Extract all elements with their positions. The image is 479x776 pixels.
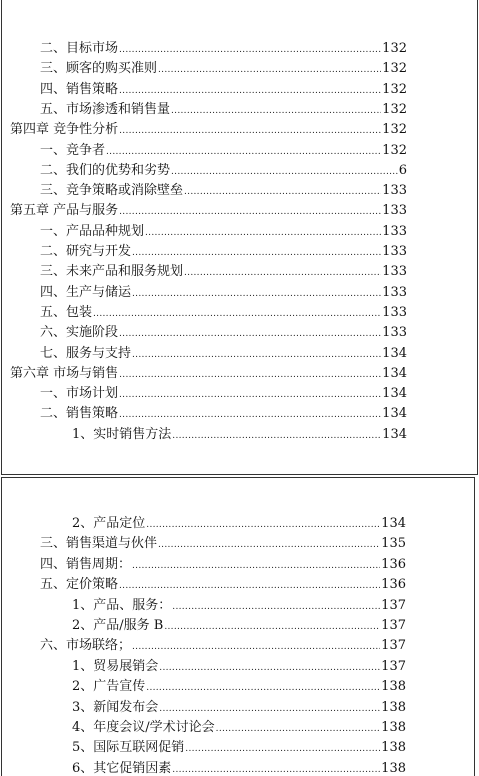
toc-page-number: 6 bbox=[398, 162, 407, 178]
toc-entry-label: 1、产品、服务： bbox=[72, 597, 172, 613]
toc-entry-label: 二、我们的优势和劣势 bbox=[40, 162, 171, 178]
toc-entry-label: 3、新闻发布会 bbox=[72, 699, 159, 715]
toc-leader-dots bbox=[132, 641, 380, 653]
toc-entry-label: 一、市场计划 bbox=[40, 386, 119, 402]
toc-leader-dots bbox=[172, 430, 381, 442]
toc-page-number: 137 bbox=[381, 597, 406, 613]
toc-page-number: 136 bbox=[381, 556, 406, 572]
toc-page-number: 133 bbox=[382, 183, 407, 199]
toc-leader-dots bbox=[184, 267, 381, 279]
toc-page-number: 133 bbox=[382, 325, 407, 341]
toc-leader-dots bbox=[172, 764, 380, 776]
toc-entry[interactable] bbox=[40, 97, 407, 117]
toc-leader-dots bbox=[93, 308, 381, 320]
toc-page-number: 132 bbox=[382, 61, 407, 77]
toc-entry[interactable] bbox=[40, 572, 406, 592]
toc-entry-label: 第四章 竞争性分析 bbox=[10, 122, 119, 138]
toc-page-number: 137 bbox=[381, 618, 406, 633]
toc-leader-dots bbox=[146, 682, 380, 694]
toc-entry-label: 4、年度会议/学术讨论会 bbox=[72, 720, 215, 735]
toc-leader-dots bbox=[159, 662, 380, 674]
toc-entry-label: 第六章 市场与销售 bbox=[10, 365, 119, 381]
toc-entry[interactable] bbox=[40, 259, 407, 279]
toc-leader-dots bbox=[119, 328, 381, 340]
toc-page-number: 136 bbox=[381, 577, 406, 593]
toc-entry[interactable] bbox=[72, 695, 406, 715]
toc-entry[interactable] bbox=[40, 280, 407, 300]
toc-entry-label: 2、产品定位 bbox=[72, 516, 146, 531]
toc-entry[interactable] bbox=[10, 361, 407, 381]
toc-page-number: 133 bbox=[382, 203, 407, 219]
toc-entry-label: 三、顾客的购买准则 bbox=[40, 61, 158, 77]
toc-page-number: 132 bbox=[382, 81, 407, 97]
toc-page-number: 133 bbox=[382, 244, 407, 259]
toc-leader-dots bbox=[158, 539, 380, 551]
toc-page-number: 134 bbox=[382, 406, 407, 422]
toc-page-number: 133 bbox=[382, 284, 407, 300]
toc-entry[interactable] bbox=[40, 381, 407, 401]
toc-page-number: 138 bbox=[381, 679, 406, 695]
toc-leader-dots bbox=[146, 519, 380, 531]
toc-entry-label: 三、销售渠道与伙伴 bbox=[40, 536, 158, 552]
toc-leader-dots bbox=[119, 85, 381, 97]
toc-entry[interactable] bbox=[40, 77, 407, 97]
toc-entry-label: 一、产品品种规划 bbox=[40, 223, 145, 239]
toc-page-number: 132 bbox=[382, 142, 407, 158]
toc-leader-dots bbox=[145, 227, 381, 239]
toc-entry-label: 2、广告宣传 bbox=[72, 679, 146, 695]
toc-leader-dots bbox=[119, 125, 381, 137]
toc-page-number: 133 bbox=[382, 264, 407, 280]
toc-entry[interactable] bbox=[40, 239, 407, 259]
toc-entry[interactable] bbox=[72, 756, 406, 776]
toc-entry-label: 六、实施阶段 bbox=[40, 325, 119, 341]
toc-leader-dots bbox=[164, 621, 380, 633]
toc-leader-dots bbox=[132, 247, 381, 259]
toc-entry[interactable] bbox=[40, 320, 407, 340]
toc-page-number: 138 bbox=[381, 720, 406, 735]
toc-entry[interactable] bbox=[72, 715, 406, 735]
toc-entry-label: 2、产品/服务 B bbox=[72, 618, 164, 633]
toc-entry[interactable] bbox=[40, 401, 407, 421]
toc-entry-label: 二、目标市场 bbox=[40, 41, 119, 56]
toc-entry[interactable] bbox=[40, 341, 407, 361]
toc-entry-label: 一、竞争者 bbox=[40, 142, 106, 158]
toc-page-number: 134 bbox=[381, 516, 406, 531]
toc-leader-dots bbox=[132, 560, 380, 572]
toc-page-number: 132 bbox=[382, 101, 407, 117]
toc-entry-label: 6、其它促销因素 bbox=[72, 760, 172, 776]
toc-entry-label: 五、市场渗透和销售量 bbox=[40, 101, 171, 117]
toc-entry[interactable] bbox=[40, 178, 407, 198]
toc-entry-label: 四、销售周期： bbox=[40, 556, 132, 572]
toc-leader-dots bbox=[171, 105, 381, 117]
toc-entry-label: 二、研究与开发 bbox=[40, 244, 132, 259]
toc-entry-label: 五、包装 bbox=[40, 304, 93, 320]
toc-entry[interactable] bbox=[72, 735, 406, 755]
toc-entry[interactable] bbox=[40, 552, 406, 572]
toc-entry[interactable] bbox=[72, 613, 406, 633]
toc-leader-dots bbox=[119, 409, 381, 421]
toc-page-number: 133 bbox=[382, 304, 407, 320]
toc-page-number: 134 bbox=[382, 426, 407, 442]
toc-entry[interactable] bbox=[40, 633, 406, 653]
toc-page-1 bbox=[1, 0, 478, 475]
toc-page-number: 137 bbox=[381, 658, 406, 674]
toc-entry[interactable] bbox=[72, 422, 407, 442]
toc-leader-dots bbox=[119, 206, 381, 218]
toc-leader-dots bbox=[172, 601, 380, 613]
toc-leader-dots bbox=[106, 146, 381, 158]
toc-leader-dots bbox=[159, 703, 380, 715]
toc-page-2 bbox=[1, 477, 475, 776]
toc-entry-label: 四、销售策略 bbox=[40, 81, 119, 97]
toc-entry[interactable] bbox=[40, 158, 407, 178]
toc-entry-label: 1、贸易展销会 bbox=[72, 658, 159, 674]
toc-leader-dots bbox=[132, 349, 381, 361]
toc-page-number: 137 bbox=[381, 638, 406, 654]
toc-leader-dots bbox=[185, 743, 380, 755]
toc-entry-label: 二、销售策略 bbox=[40, 406, 119, 422]
toc-leader-dots bbox=[119, 369, 381, 381]
toc-entry[interactable] bbox=[40, 138, 407, 158]
toc-page-number: 134 bbox=[382, 365, 407, 381]
toc-page-number: 135 bbox=[381, 536, 406, 552]
toc-entry-label: 四、生产与储运 bbox=[40, 284, 132, 300]
toc-entry[interactable] bbox=[72, 674, 406, 694]
toc-page-number: 132 bbox=[382, 41, 407, 56]
toc-entry-label: 三、竞争策略或消除壁垒 bbox=[40, 183, 184, 199]
toc-entry-label: 五、定价策略 bbox=[40, 577, 119, 593]
toc-entry[interactable] bbox=[40, 531, 406, 551]
toc-entry-label: 5、国际互联网促销 bbox=[72, 740, 185, 756]
toc-leader-dots bbox=[171, 166, 398, 178]
toc-entry[interactable] bbox=[72, 511, 406, 531]
toc-entry-label: 1、实时销售方法 bbox=[72, 426, 172, 442]
toc-leader-dots bbox=[158, 64, 381, 76]
toc-entry[interactable] bbox=[10, 117, 407, 137]
toc-leader-dots bbox=[132, 288, 381, 300]
toc-entry[interactable] bbox=[10, 198, 407, 218]
toc-entry[interactable] bbox=[72, 593, 406, 613]
toc-leader-dots bbox=[119, 389, 381, 401]
toc-entry[interactable] bbox=[40, 300, 407, 320]
toc-entry[interactable] bbox=[40, 219, 407, 239]
toc-leader-dots bbox=[119, 44, 381, 56]
toc-leader-dots bbox=[216, 723, 381, 735]
toc-page-number: 138 bbox=[381, 699, 406, 715]
toc-page-number: 138 bbox=[381, 740, 406, 756]
toc-page-number: 138 bbox=[381, 760, 406, 776]
toc-leader-dots bbox=[119, 580, 380, 592]
toc-page-number: 132 bbox=[382, 122, 407, 138]
toc-entry[interactable] bbox=[40, 56, 407, 76]
toc-page-number: 134 bbox=[382, 386, 407, 402]
toc-entry[interactable] bbox=[72, 654, 406, 674]
toc-entry-label: 第五章 产品与服务 bbox=[10, 203, 119, 219]
toc-page-number: 134 bbox=[382, 345, 407, 361]
toc-entry[interactable] bbox=[40, 36, 407, 56]
toc-entry-label: 三、未来产品和服务规划 bbox=[40, 264, 184, 280]
toc-entry-label: 六、市场联络； bbox=[40, 638, 132, 654]
toc-leader-dots bbox=[184, 186, 381, 198]
toc-entry-label: 七、服务与支持 bbox=[40, 345, 132, 361]
toc-page-number: 133 bbox=[382, 223, 407, 239]
